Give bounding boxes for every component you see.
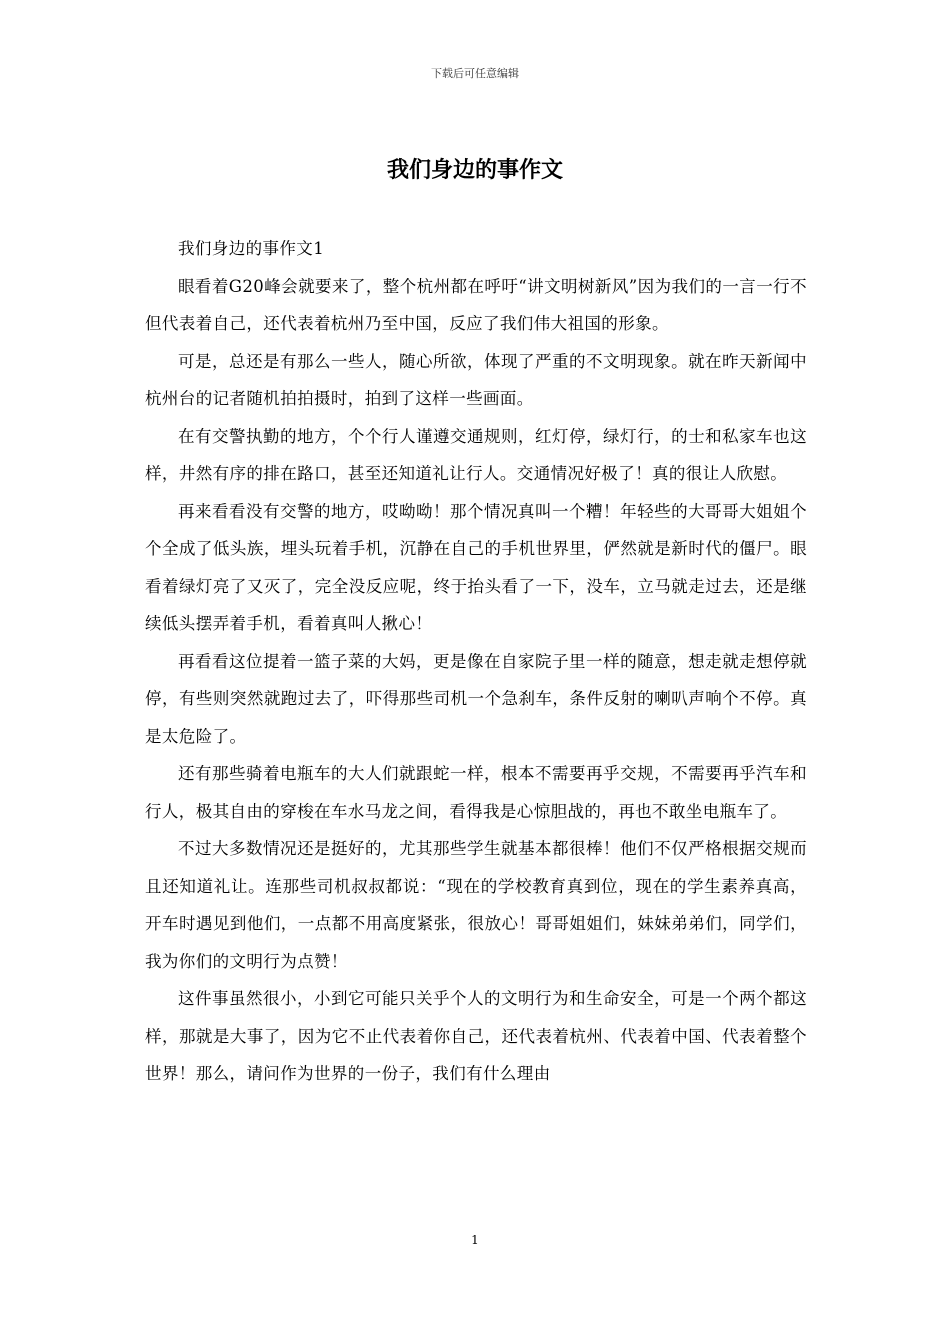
body-paragraph: 可是，总还是有那么一些人，随心所欲，体现了严重的不文明现象。就在昨天新闻中杭州台的记者随机拍拍摄时，拍到了这样一些画面。 — [145, 351, 807, 408]
body-paragraph: 再看看这位提着一篮子菜的大妈，更是像在自家院子里一样的随意，想走就走想停就停，有些则突然就跑过去了，吓得那些司机一个急刹车，条件反射的喇叭声响个不停。真是太危险了。 — [145, 651, 807, 746]
body-paragraph: 还有那些骑着电瓶车的大人们就跟蛇一样，根本不需要再乎交规，不需要再乎汽车和行人，极其自由的穿梭在车水马龙之间，看得我是心惊胆战的，再也不敢坐电瓶车了。 — [145, 764, 807, 821]
body-paragraph: 不过大多数情况还是挺好的，尤其那些学生就基本都很棒！他们不仅严格根据交规而且还知道礼让。连那些司机叔叔都说：“现在的学校教育真到位，现在的学生素养真高，开车时遇见到他们，一点都不用高度紧张，很放心！哥哥姐姐们，妹妹弟弟们，同学们，我为你们的文明行为点赞！ — [145, 839, 807, 971]
page-number: 1 — [471, 1233, 479, 1247]
document-title: 我们身边的事作文 — [386, 157, 563, 183]
body-paragraph: 在有交警执勤的地方，个个行人谨遵交通规则，红灯停，绿灯行，的士和私家车也这样，井然有序的排在路口，甚至还知道礼让行人。交通情况好极了！真的很让人欣慰。 — [145, 426, 807, 483]
body-paragraph: 眼看着G20峰会就要来了，整个杭州都在呼吁“讲文明树新风”因为我们的一言一行不但代表着自己，还代表着杭州乃至中国，反应了我们伟大祖国的形象。 — [145, 276, 807, 333]
page-header: 下载后可任意编辑 — [431, 67, 519, 80]
body-paragraph: 再来看看没有交警的地方，哎呦呦！那个情况真叫一个糟！年轻些的大哥哥大姐姐个个全成了低头族，埋头玩着手机，沉静在自己的手机世界里，俨然就是新时代的僵尸。眼看着绿灯亮了又灭了，完全没反应呢，终于抬头看了一下，没车，立马就走过去，还是继续低头摆弄着手机，看着真叫人揪心！ — [145, 501, 807, 633]
section-heading: 我们身边的事作文1 — [178, 239, 325, 258]
body-paragraph: 这件事虽然很小，小到它可能只关乎个人的文明行为和生命安全，可是一个两个都这样，那就是大事了，因为它不止代表着你自己，还代表着杭州、代表着中国、代表着整个世界！那么，请问作为世界的一份子，我们有什么理由 — [145, 989, 807, 1083]
document-body — [145, 230, 807, 1093]
